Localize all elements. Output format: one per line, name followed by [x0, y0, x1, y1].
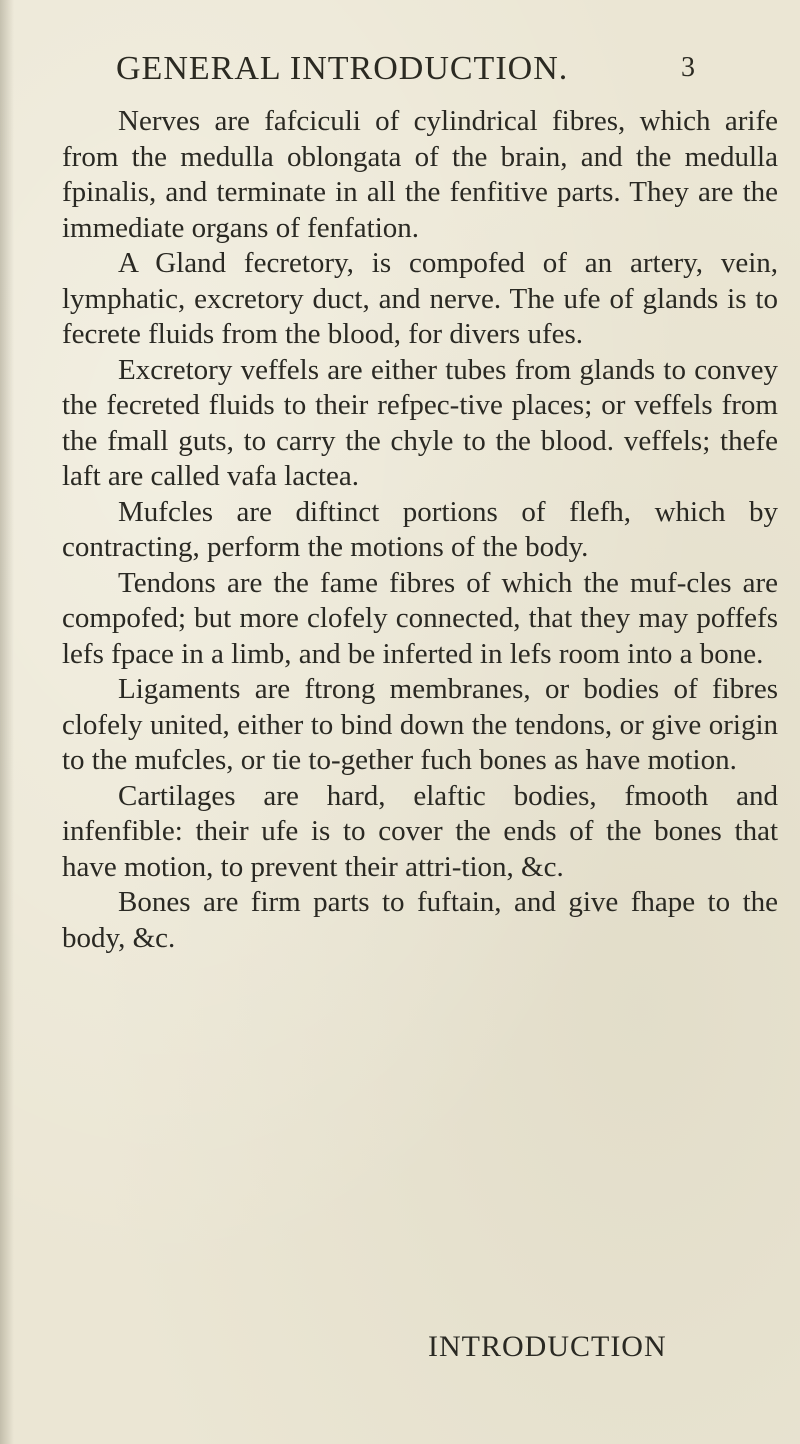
body-text [62, 104, 778, 956]
paragraph-muscles: Mufcles are diftinct portions of flefh, which by contracting, perform the motions of the body. [62, 495, 778, 563]
paragraph-gland: A Gland fecretory, is compofed of an artery, vein, lymphatic, excretory duct, and nerve. The ufe of glands is to fecrete fluids from the blood, for divers ufes. [62, 247, 778, 350]
catchword: INTRODUCTION [428, 1330, 667, 1363]
page-number: 3 [681, 52, 696, 83]
page-gutter-shadow [0, 0, 14, 1444]
running-title: GENERAL INTRODUCTION. [116, 50, 569, 87]
running-header [116, 50, 696, 88]
paragraph-cartilages: Cartilages are hard, elaftic bodies, fmooth and infenfible: their ufe is to cover the ends of the bones that have motion, to prevent their attri-tion, &c. [62, 779, 778, 883]
paragraph-nerves: Nerves are fafciculi of cylindrical fibres, which arife from the medulla oblongata of the brain, and the medulla fpinalis, and terminate in all the fenfitive parts. They are the immediate organs of fenfation. [62, 105, 778, 244]
paragraph-excretory-vessels: Excretory veffels are either tubes from glands to convey the fecreted fluids to their refpec-tive places; or veffels from the fmall guts, to carry the chyle to the blood. veffels; thefe laft are called vafa lactea. [62, 353, 778, 492]
paragraph-tendons: Tendons are the fame fibres of which the muf-cles are compofed; but more clofely connected, that they may poffefs lefs fpace in a limb, and be inferted in lefs room into a bone. [62, 566, 778, 670]
paragraph-bones: Bones are firm parts to fuftain, and give fhape to the body, &c. [62, 886, 778, 954]
paragraph-ligaments: Ligaments are ftrong membranes, or bodies of fibres clofely united, either to bind down the tendons, or give origin to the mufcles, or tie to-gether fuch bones as have motion. [62, 673, 778, 776]
